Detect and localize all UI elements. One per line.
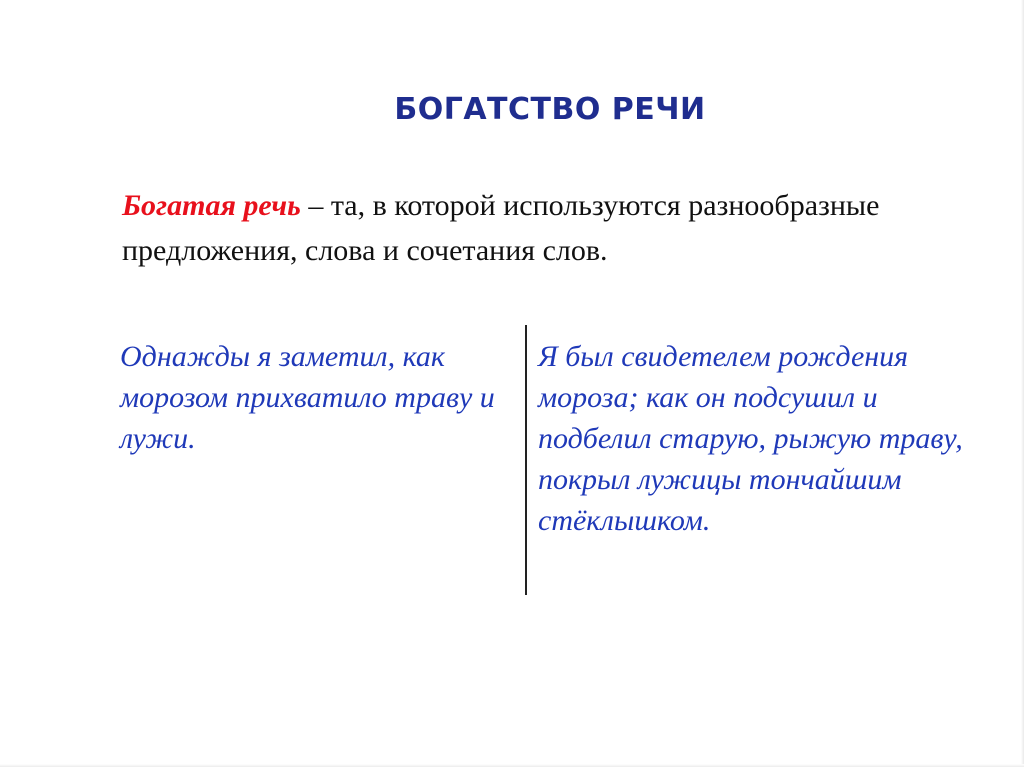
column-divider [525, 325, 527, 595]
definition-text: – та, в которой используются разнообразные предложения, слова и сочетания слов. [122, 189, 880, 267]
definition-term: Богатая речь [122, 189, 301, 222]
definition-paragraph [122, 183, 942, 273]
example-rich: Я был свидетелем рождения мороза; как он подсушил и подбелил старую, рыжую траву, покрыл лужицы тончайшим стёклышком. [538, 340, 963, 537]
example-plain: Однажды я заметил, как морозом прихватило траву и лужи. [120, 340, 495, 455]
slide-title: БОГАТСТВО РЕЧИ [394, 92, 706, 127]
